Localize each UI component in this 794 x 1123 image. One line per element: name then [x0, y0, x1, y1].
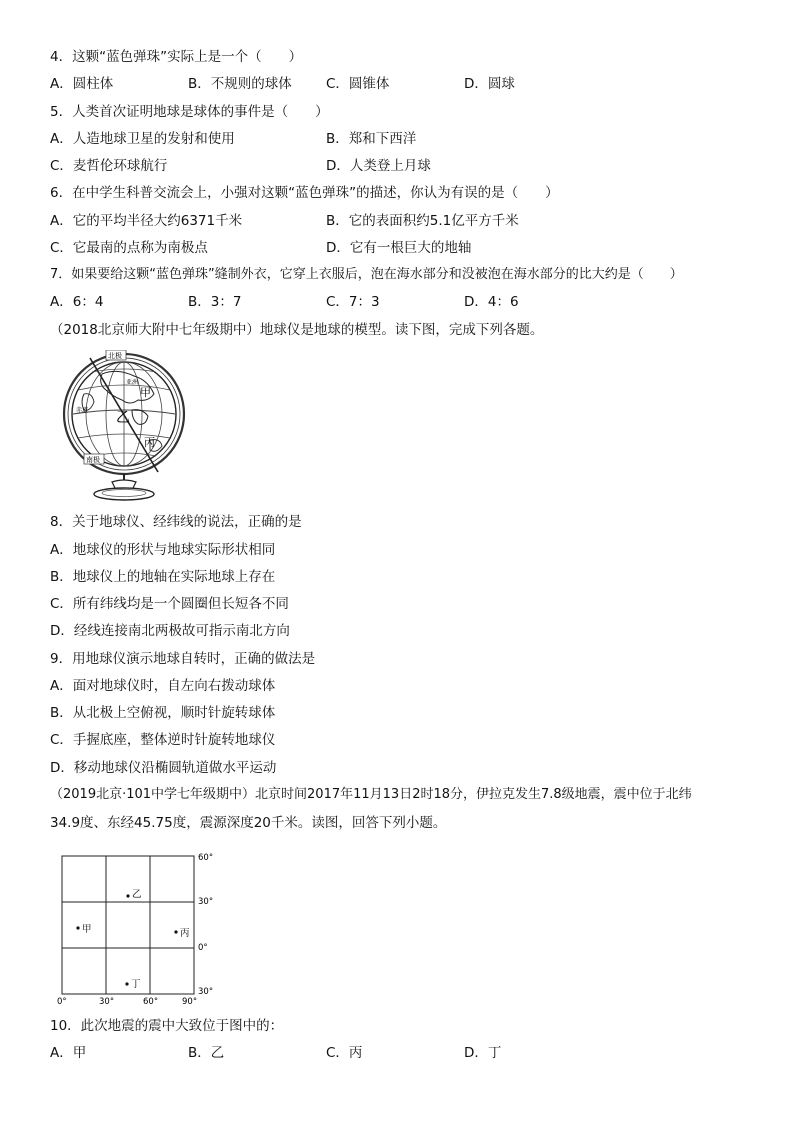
q10-stem: 10．此次地震的震中大致位于图中的： [50, 1018, 284, 1034]
globe-figure [62, 350, 190, 502]
q4-stem: 4．这颗“蓝色弹珠”实际上是一个（ ） [50, 49, 303, 65]
q7-option-d[interactable]: D．4：6 [464, 294, 519, 310]
q9-option-d[interactable]: D．移动地球仪沿椭圆轨道做水平运动 [50, 760, 277, 776]
q4-option-b[interactable]: B．不规则的球体 [188, 76, 292, 92]
q7-option-c[interactable]: C．7：3 [326, 294, 380, 310]
q6-option-a[interactable]: A．它的平均半径大约6371千米 [50, 213, 243, 229]
q5-stem: 5．人类首次证明地球是球体的事件是（ ） [50, 104, 329, 120]
q9-option-a[interactable]: A．面对地球仪时，自左向右拨动球体 [50, 678, 276, 694]
q4-option-d[interactable]: D．圆球 [464, 76, 515, 92]
q10-option-d[interactable]: D．丁 [464, 1045, 502, 1061]
section-intro-earthquake-line1: （2019北京·101中学七年级期中）北京时间2017年11月13日2时18分，伊拉克发生7.8级地震，震中位于北纬 [50, 787, 692, 802]
q6-option-c[interactable]: C．它最南的点称为南极点 [50, 240, 208, 256]
q8-option-c[interactable]: C．所有纬线均是一个圆圈但长短各不同 [50, 596, 289, 612]
q5-option-d[interactable]: D．人类登上月球 [326, 158, 431, 174]
grid-lat-30n: 30° [198, 897, 214, 907]
q4-option-a[interactable]: A．圆柱体 [50, 76, 114, 92]
grid-point-bing: 丙 [180, 928, 190, 939]
grid-point-yi: 乙 [132, 889, 142, 900]
q6-stem: 6．在中学生科普交流会上，小强对这颗“蓝色弹珠”的描述，你认为有误的是（ ） [50, 185, 559, 201]
q7-stem: 7．如果要给这颗“蓝色弹珠”缝制外衣，它穿上衣服后，泡在海水部分和没被泡在海水部分的比大约是（ ） [50, 267, 683, 282]
q10-option-c[interactable]: C．丙 [326, 1045, 363, 1061]
q7-option-a[interactable]: A．6：4 [50, 294, 104, 310]
q7-option-b[interactable]: B．3：7 [188, 294, 242, 310]
lat-lon-grid-figure [52, 848, 232, 1008]
globe-point-yi: 乙 [116, 410, 130, 426]
globe-illustration [62, 350, 190, 502]
q5-option-b[interactable]: B．郑和下西洋 [326, 131, 417, 147]
grid-lon-30: 30° [99, 997, 115, 1007]
q8-stem: 8．关于地球仪、经纬线的说法，正确的是 [50, 514, 302, 530]
q10-option-a[interactable]: A．甲 [50, 1045, 87, 1061]
q10-option-b[interactable]: B．乙 [188, 1045, 225, 1061]
globe-point-jia: 甲 [140, 386, 151, 399]
globe-label-south: 南极 [86, 456, 100, 464]
q8-option-d[interactable]: D．经线连接南北两极故可指示南北方向 [50, 623, 290, 639]
q4-option-c[interactable]: C．圆锥体 [326, 76, 390, 92]
q8-option-a[interactable]: A．地球仪的形状与地球实际形状相同 [50, 542, 276, 558]
grid-lat-60: 60° [198, 853, 214, 863]
grid-lat-30s: 30° [198, 987, 214, 997]
q5-option-a[interactable]: A．人造地球卫星的发射和使用 [50, 131, 235, 147]
q9-stem: 9．用地球仪演示地球自转时，正确的做法是 [50, 651, 316, 667]
section-intro-globe: （2018北京师大附中七年级期中）地球仪是地球的模型。读下图，完成下列各题。 [50, 322, 544, 338]
q9-option-c[interactable]: C．手握底座，整体逆时针旋转地球仪 [50, 732, 276, 748]
grid-point-jia: 甲 [82, 924, 92, 935]
q6-option-b[interactable]: B．它的表面积约5.1亿平方千米 [326, 213, 519, 229]
globe-label-asia: 亚洲 [126, 379, 139, 386]
grid-lon-0: 0° [57, 997, 67, 1007]
section-intro-earthquake-line2: 34.9度、东经45.75度，震源深度20千米。读图，回答下列小题。 [50, 815, 447, 831]
lat-lon-grid [52, 848, 232, 1008]
globe-label-north: 北极 [108, 352, 122, 360]
globe-label-equator: 赤道 [76, 407, 89, 414]
globe-point-bing: 丙 [144, 436, 155, 449]
grid-lon-90: 90° [182, 997, 198, 1007]
q8-option-b[interactable]: B．地球仪上的地轴在实际地球上存在 [50, 569, 276, 585]
grid-lat-0: 0° [198, 943, 208, 953]
q5-option-c[interactable]: C．麦哲伦环球航行 [50, 158, 168, 174]
q9-option-b[interactable]: B．从北极上空俯视，顺时针旋转球体 [50, 705, 276, 721]
grid-lon-60: 60° [143, 997, 159, 1007]
grid-point-ding: 丁 [131, 979, 141, 990]
q6-option-d[interactable]: D．它有一根巨大的地轴 [326, 240, 472, 256]
